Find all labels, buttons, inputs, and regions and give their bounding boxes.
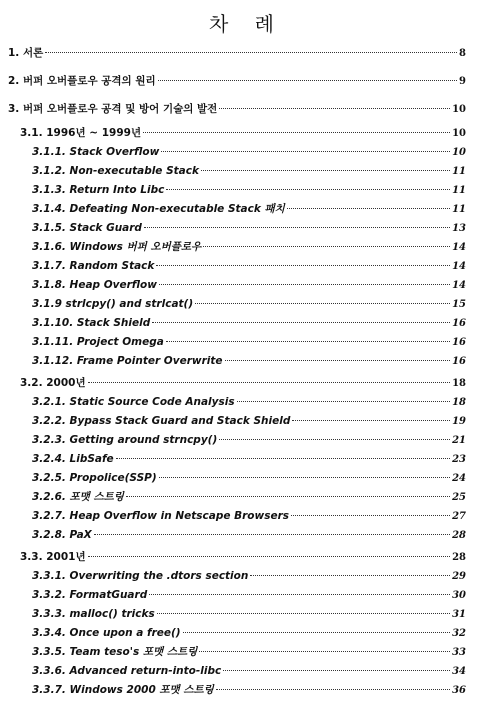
- toc-entry-page-number: 18: [452, 378, 466, 389]
- toc-entry-label: 3.2.3. Getting around strncpy(): [32, 434, 218, 446]
- toc-entry-page-number: 24: [452, 473, 466, 484]
- dot-leader: [237, 401, 451, 402]
- dot-leader: [201, 170, 450, 171]
- toc-entry-label: 3.1.10. Stack Shield: [32, 317, 151, 329]
- toc-entry[interactable]: [32, 508, 466, 524]
- toc-entry-label: 3. 버퍼 오버플로우 공격 및 방어 기술의 발전: [8, 103, 218, 115]
- dot-leader: [216, 689, 450, 690]
- toc-entry-label: 3.3.2. FormatGuard: [32, 589, 148, 601]
- dot-leader: [287, 208, 450, 209]
- toc-entry-label: 3.3.6. Advanced return-into-libc: [32, 665, 222, 677]
- toc-entry-page-number: 11: [452, 166, 466, 177]
- dot-leader: [144, 227, 450, 228]
- toc-entry[interactable]: [32, 315, 466, 331]
- toc-entry-label: 3.2.6. 포맷 스트링: [32, 491, 124, 503]
- toc-entry[interactable]: [32, 682, 466, 698]
- toc-entry[interactable]: [20, 125, 466, 141]
- dot-leader: [88, 382, 450, 383]
- dot-leader: [219, 108, 450, 109]
- toc-entry-label: 3.2.2. Bypass Stack Guard and Stack Shield: [32, 415, 291, 427]
- dot-leader: [195, 303, 450, 304]
- dot-leader: [88, 556, 450, 557]
- dot-leader: [183, 632, 450, 633]
- dot-leader: [116, 458, 450, 459]
- toc-entry-label: 3.2.7. Heap Overflow in Netscape Browsers: [32, 510, 290, 522]
- toc-entry-label: 3.1.1. Stack Overflow: [32, 146, 160, 158]
- dot-leader: [225, 360, 451, 361]
- dot-leader: [219, 439, 450, 440]
- toc-entry[interactable]: [32, 527, 466, 543]
- dot-leader: [291, 515, 450, 516]
- toc-entry-page-number: 18: [452, 397, 466, 408]
- dot-leader: [199, 651, 450, 652]
- dot-leader: [143, 132, 450, 133]
- toc-entry-label: 3.1.6. Windows 버퍼 오버플로우: [32, 241, 202, 253]
- toc-entry-label: 3.3.7. Windows 2000 포맷 스트링: [32, 684, 214, 696]
- toc-entry[interactable]: [32, 220, 466, 236]
- toc-entry[interactable]: [8, 101, 466, 117]
- dot-leader: [161, 151, 450, 152]
- toc-entry-label: 3.1.7. Random Stack: [32, 260, 155, 272]
- toc-entry[interactable]: [32, 451, 466, 467]
- toc-entry-label: 3.2.1. Static Source Code Analysis: [32, 396, 235, 408]
- toc-entry[interactable]: [32, 663, 466, 679]
- toc-entry[interactable]: [32, 625, 466, 641]
- toc-entry[interactable]: [32, 182, 466, 198]
- dot-leader: [292, 420, 450, 421]
- toc-entry-page-number: 28: [452, 530, 466, 541]
- toc-entry-page-number: 16: [452, 337, 466, 348]
- toc-entry-label: 3.3.4. Once upon a free(): [32, 627, 181, 639]
- toc-entry-page-number: 15: [452, 299, 466, 310]
- dot-leader: [166, 189, 450, 190]
- toc-entry-label: 3.1.9 strlcpy() and strlcat(): [32, 298, 194, 310]
- toc-entry[interactable]: [32, 587, 466, 603]
- page-title: 차 례: [209, 12, 284, 36]
- dot-leader: [94, 534, 450, 535]
- toc-entry[interactable]: [32, 353, 466, 369]
- dot-leader: [157, 613, 450, 614]
- toc-entry-page-number: 10: [452, 128, 466, 139]
- toc-entry-page-number: 9: [459, 76, 466, 87]
- toc-entry-page-number: 11: [452, 204, 466, 215]
- toc-entry-page-number: 19: [452, 416, 466, 427]
- dot-leader: [126, 496, 450, 497]
- toc-entry[interactable]: [32, 644, 466, 660]
- toc-entry[interactable]: [32, 568, 466, 584]
- toc-entry-label: 3.2.5. Propolice(SSP): [32, 472, 157, 484]
- toc-entry[interactable]: [32, 470, 466, 486]
- toc-entry[interactable]: [32, 413, 466, 429]
- toc-entry-label: 3.3.5. Team teso's 포맷 스트링: [32, 646, 198, 658]
- toc-entry[interactable]: [32, 394, 466, 410]
- toc-entry-label: 3.3. 2001년: [20, 551, 86, 563]
- toc-entry[interactable]: [32, 277, 466, 293]
- dot-leader: [45, 52, 457, 53]
- toc-entry-label: 3.3.1. Overwriting the .dtors section: [32, 570, 249, 582]
- toc-entry-page-number: 16: [452, 318, 466, 329]
- toc-entry-page-number: 10: [452, 147, 466, 158]
- toc-entry[interactable]: [8, 73, 466, 89]
- toc-entry[interactable]: [32, 432, 466, 448]
- dot-leader: [156, 265, 450, 266]
- toc-entry[interactable]: [32, 296, 466, 312]
- dot-leader: [223, 670, 450, 671]
- toc-entry-label: 3.2.4. LibSafe: [32, 453, 114, 465]
- toc-entry[interactable]: [32, 258, 466, 274]
- toc-entry-label: 3.3.3. malloc() tricks: [32, 608, 155, 620]
- dot-leader: [159, 284, 450, 285]
- toc-entry-page-number: 11: [452, 185, 466, 196]
- toc-entry-page-number: 16: [452, 356, 466, 367]
- toc-entry-label: 3.1.2. Non-executable Stack: [32, 165, 199, 177]
- toc-entry-label: 3.1.4. Defeating Non-executable Stack 패치: [32, 203, 285, 215]
- toc-entry-label: 2. 버퍼 오버플로우 공격의 원리: [8, 75, 156, 87]
- toc-entry-page-number: 10: [452, 104, 466, 115]
- dot-leader: [203, 246, 450, 247]
- toc-entry[interactable]: [32, 239, 466, 255]
- toc-entry[interactable]: [32, 489, 466, 505]
- toc-entry-label: 3.1. 1996년 ~ 1999년: [20, 127, 142, 139]
- toc-entry-label: 1. 서론: [8, 47, 44, 59]
- toc-entry-page-number: 27: [452, 511, 466, 522]
- toc-entry-page-number: 14: [452, 261, 466, 272]
- toc-entry-label: 3.1.5. Stack Guard: [32, 222, 142, 234]
- toc-entry-page-number: 28: [452, 552, 466, 563]
- toc-entry-page-number: 36: [452, 685, 466, 696]
- toc-entry-page-number: 32: [452, 628, 466, 639]
- toc-entry-page-number: 33: [452, 647, 466, 658]
- toc-entry-label: 3.2. 2000년: [20, 377, 86, 389]
- toc-entry[interactable]: [20, 549, 466, 565]
- dot-leader: [166, 341, 450, 342]
- toc-entry-page-number: 14: [452, 242, 466, 253]
- dot-leader: [158, 80, 457, 81]
- dot-leader: [149, 594, 450, 595]
- toc-entry-page-number: 29: [452, 571, 466, 582]
- toc-entry-label: 3.1.8. Heap Overflow: [32, 279, 157, 291]
- toc-entry-label: 3.2.8. PaX: [32, 529, 92, 541]
- dot-leader: [250, 575, 450, 576]
- toc-entry[interactable]: [32, 144, 466, 160]
- toc-entry-page-number: 25: [452, 492, 466, 503]
- toc-entry[interactable]: [32, 334, 466, 350]
- toc-entry-label: 3.1.11. Project Omega: [32, 336, 164, 348]
- toc-entry-page-number: 30: [452, 590, 466, 601]
- toc-entry-page-number: 21: [452, 435, 466, 446]
- toc-entry-page-number: 34: [452, 666, 466, 677]
- dot-leader: [152, 322, 450, 323]
- toc-entry-label: 3.1.3. Return Into Libc: [32, 184, 165, 196]
- toc-entry[interactable]: [20, 375, 466, 391]
- toc-entry[interactable]: [32, 606, 466, 622]
- toc-entry-page-number: 13: [452, 223, 466, 234]
- toc-entry[interactable]: [8, 45, 466, 61]
- toc-entry[interactable]: [32, 201, 466, 217]
- toc-entry[interactable]: [32, 163, 466, 179]
- toc-entry-label: 3.1.12. Frame Pointer Overwrite: [32, 355, 223, 367]
- toc-entry-page-number: 31: [452, 609, 466, 620]
- toc-entry-page-number: 23: [452, 454, 466, 465]
- dot-leader: [159, 477, 450, 478]
- toc-entry-page-number: 8: [459, 48, 466, 59]
- toc-entry-page-number: 14: [452, 280, 466, 291]
